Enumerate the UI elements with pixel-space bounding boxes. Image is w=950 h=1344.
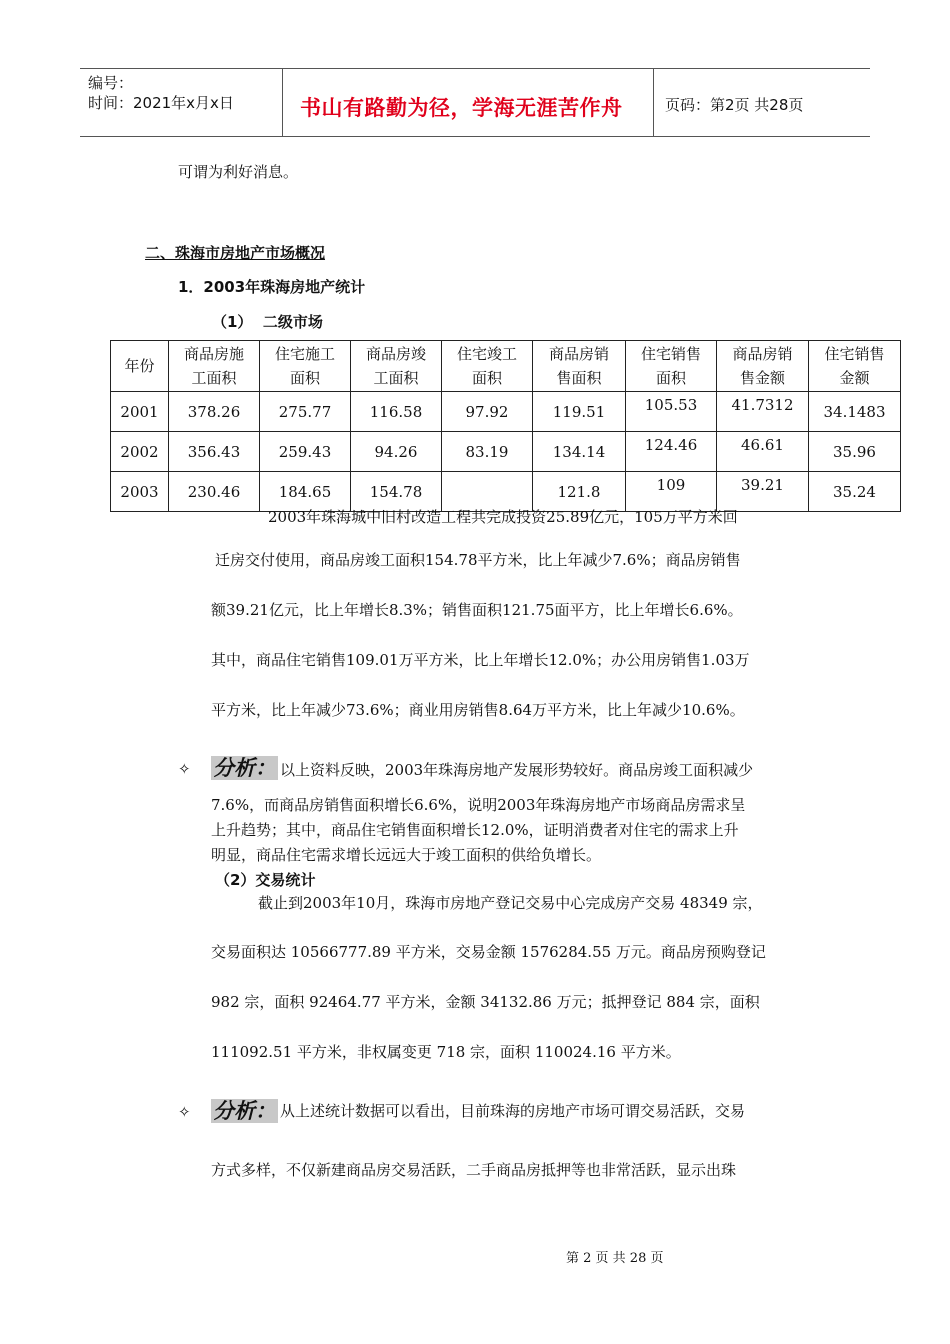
table-header-cell: 住宅销售 面积 (626, 341, 717, 392)
table-cell: 35.24 (809, 472, 901, 512)
table-cell: 46.61 (717, 432, 809, 472)
table-row (111, 392, 901, 432)
table-row (111, 432, 901, 472)
paragraph-line: 其中，商品住宅销售109.01万平方米，比上年增长12.0%；办公用房销售1.03万 (211, 651, 750, 669)
header-divider-right (653, 68, 654, 136)
table-cell: 230.46 (169, 472, 260, 512)
table-cell: 39.21 (717, 472, 809, 512)
header-date-label: 时间：2021年x月x日 (88, 94, 234, 112)
analysis-label: 分析： (213, 1099, 276, 1123)
header-top-rule (80, 68, 870, 69)
header-motto: 书山有路勤为径，学海无涯苦作舟 (300, 96, 623, 120)
table-header-cell: 商品房销 售面积 (533, 341, 626, 392)
table-cell: 259.43 (260, 432, 351, 472)
analysis-line: 以上资料反映，2003年珠海房地产发展形势较好。商品房竣工面积减少 (280, 761, 754, 779)
table-cell: 378.26 (169, 392, 260, 432)
table-header-cell: 商品房销 售金额 (717, 341, 809, 392)
table-header-cell: 住宅竣工 面积 (442, 341, 533, 392)
analysis-line: 方式多样，不仅新建商品房交易活跃，二手商品房抵押等也非常活跃，显示出珠 (211, 1161, 737, 1179)
table-cell: 83.19 (442, 432, 533, 472)
table-cell: 121.8 (533, 472, 626, 512)
paragraph-line: 111092.51 平方米，非权属变更 718 宗，面积 110024.16 平方米。 (211, 1043, 681, 1061)
subsubsection-title: （1） 二级市场 (212, 313, 323, 331)
table-cell: 184.65 (260, 472, 351, 512)
stats-table (110, 340, 901, 512)
table-header-cell: 年份 (111, 341, 169, 392)
table-cell: 124.46 (626, 432, 717, 472)
carryover-text: 可谓为利好消息。 (178, 163, 299, 181)
table-cell: 97.92 (442, 392, 533, 432)
table-cell: 116.58 (351, 392, 442, 432)
table-cell: 41.7312 (717, 392, 809, 432)
subsubsection-title: （2）交易统计 (215, 871, 316, 889)
subsection-title: 1．2003年珠海房地产统计 (178, 278, 366, 296)
analysis-line: 7.6%，而商品房销售面积增长6.6%，说明2003年珠海房地产市场商品房需求呈 (211, 796, 746, 814)
header-number-label: 编号： (88, 74, 134, 92)
table-header-row (111, 341, 901, 392)
header-bottom-rule (80, 136, 870, 137)
paragraph-line: 982 宗，面积 92464.77 平方米，金额 34132.86 万元；抵押登记 884 宗，面积 (211, 993, 760, 1011)
analysis-line: 明显，商品住宅需求增长远远大于竣工面积的供给负增长。 (211, 846, 602, 864)
paragraph-line: 截止到2003年10月，珠海市房地产登记交易中心完成房产交易 48349 宗， (258, 894, 763, 912)
analysis-label: 分析： (213, 756, 276, 780)
paragraph-line: 交易面积达 10566777.89 平方米，交易金额 1576284.55 万元。商品房预购登记 (211, 943, 766, 961)
analysis-line: 从上述统计数据可以看出，目前珠海的房地产市场可谓交易活跃，交易 (280, 1102, 746, 1120)
table-header-cell: 商品房竣 工面积 (351, 341, 442, 392)
table-cell (442, 472, 533, 512)
analysis-line: 上升趋势；其中，商品住宅销售面积增长12.0%，证明消费者对住宅的需求上升 (211, 821, 739, 839)
table-cell: 94.26 (351, 432, 442, 472)
table-cell: 2003 (111, 472, 169, 512)
table-row (111, 472, 901, 512)
table-cell: 35.96 (809, 432, 901, 472)
table-cell: 109 (626, 472, 717, 512)
table-cell: 34.1483 (809, 392, 901, 432)
diamond-bullet-icon: ✧ (178, 760, 191, 778)
section-title: 二、珠海市房地产市场概况 (145, 244, 326, 262)
header-page-label: 页码：第2页 共28页 (665, 96, 804, 114)
diamond-bullet-icon: ✧ (178, 1103, 191, 1121)
paragraph-line: 迁房交付使用，商品房竣工面积154.78平方米，比上年减少7.6%；商品房销售 (215, 551, 741, 569)
footer-page-number: 第 2 页 共 28 页 (566, 1251, 664, 1266)
table-cell: 154.78 (351, 472, 442, 512)
table-cell: 2001 (111, 392, 169, 432)
table-cell: 356.43 (169, 432, 260, 472)
table-cell: 119.51 (533, 392, 626, 432)
table-cell: 275.77 (260, 392, 351, 432)
paragraph-line: 平方米，比上年减少73.6%；商业用房销售8.64万平方米，比上年减少10.6%。 (211, 701, 745, 719)
table-header-cell: 住宅销售 金额 (809, 341, 901, 392)
paragraph-line: 2003年珠海城中旧村改造工程共完成投资25.89亿元，105万平方米回 (268, 508, 738, 526)
table-header-cell: 商品房施 工面积 (169, 341, 260, 392)
header-divider-left (282, 68, 283, 136)
table-cell: 134.14 (533, 432, 626, 472)
table-cell: 105.53 (626, 392, 717, 432)
paragraph-line: 额39.21亿元，比上年增长8.3%；销售面积121.75面平方，比上年增长6.6%。 (211, 601, 743, 619)
table-cell: 2002 (111, 432, 169, 472)
table-header-cell: 住宅施工 面积 (260, 341, 351, 392)
